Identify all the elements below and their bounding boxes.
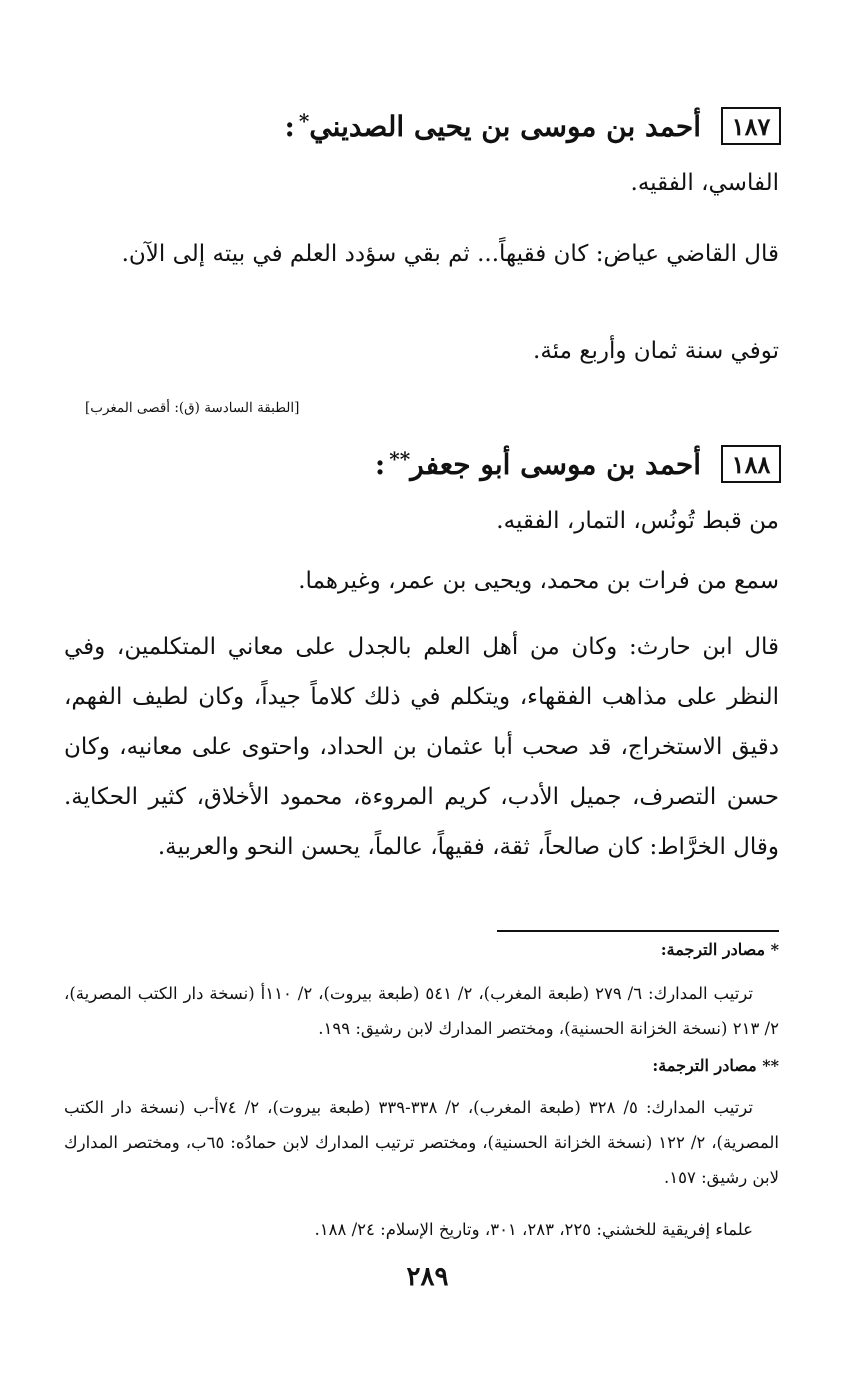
entry-title: [284, 109, 701, 143]
entry-line: سمع من فرات بن محمد، ويحيى بن عمر، وغيرهما.: [298, 568, 779, 594]
footnote-rule: [497, 930, 779, 932]
entry-paragraph: قال القاضي عياض: كان فقيهاً... ثم بقي سؤدد العلم في بيته إلى الآن.: [121, 241, 779, 267]
footnote-paragraph: علماء إفريقية للخشني: ٢٢٥، ٢٨٣، ٣٠١، وتاريخ الإسلام: ٢٤/ ١٨٨.: [314, 1220, 753, 1239]
footnote-paragraph: ترتيب المدارك: ٦/ ٢٧٩ (طبعة المغرب)، ٢/ ٥٤١ (طبعة بيروت)، ٢/ ١١٠أ (نسخة دار الكتب المصرية)، ٢/ ٢١٣ (نسخة الخزانة الحسنية)، ومختصر المدارك لابن رشيق: ١٩٩.: [64, 984, 779, 1038]
entry-line: من قبط تُونُس، التمار، الفقيه.: [496, 508, 779, 534]
footnote-marker: *: [298, 109, 310, 133]
footnote-heading: ** مصادر الترجمة:: [652, 1056, 779, 1075]
entry-188-heading: [375, 440, 781, 488]
entry-name: أحمد بن موسى أبو جعفر: [410, 448, 701, 481]
page-number: ٢٨٩: [406, 1262, 449, 1292]
title-colon: :: [284, 110, 295, 143]
entry-name: أحمد بن موسى بن يحيى الصديني: [309, 110, 701, 143]
entry-title: [375, 447, 701, 481]
entry-number-box: ١٨٧: [721, 107, 781, 145]
footnote-heading: * مصادر الترجمة:: [660, 940, 779, 959]
footnote-paragraph: ترتيب المدارك: ٥/ ٣٢٨ (طبعة المغرب)، ٢/ ٣٣٨-٣٣٩ (طبعة بيروت)، ٢/ ٧٤أ-ب (نسخة دار الكتب المصرية)، ٢/ ١٢٢ (نسخة الخزانة الحسنية)، ومختصر ترتيب المدارك لابن حمادُه: ٦٥ب، ومختصر المدارك لابن رشيق: ١٥٧.: [64, 1098, 779, 1187]
title-colon: :: [374, 448, 386, 481]
entry-line: الفاسي، الفقيه.: [630, 170, 779, 196]
entry-line: توفي سنة ثمان وأربع مئة.: [533, 338, 779, 364]
entry-187-heading: [284, 102, 781, 150]
entry-number-box: ١٨٨: [721, 445, 781, 483]
footnote-marker: **: [389, 447, 411, 471]
entry-paragraph: قال ابن حارث: وكان من أهل العلم بالجدل على معاني المتكلمين، وفي النظر على مذاهب الفقهاء، ويتكلم في ذلك كلاماً جيداً، وكان لطيف الفهم، دقيق الاستخراج، قد صحب أبا عثمان بن الحداد، واحتوى على معانيه، وكان حسن التصرف، جميل الأدب، كريم المروءة، محمود الأخلاق، كثير الحكاية. وقال الخرَّاط: كان صالحاً، ثقة، فقيهاً، عالماً، يحسن النحو والعربية.: [64, 634, 779, 860]
section-note: [الطبقة السادسة (ق): أقصى المغرب]: [85, 400, 300, 416]
